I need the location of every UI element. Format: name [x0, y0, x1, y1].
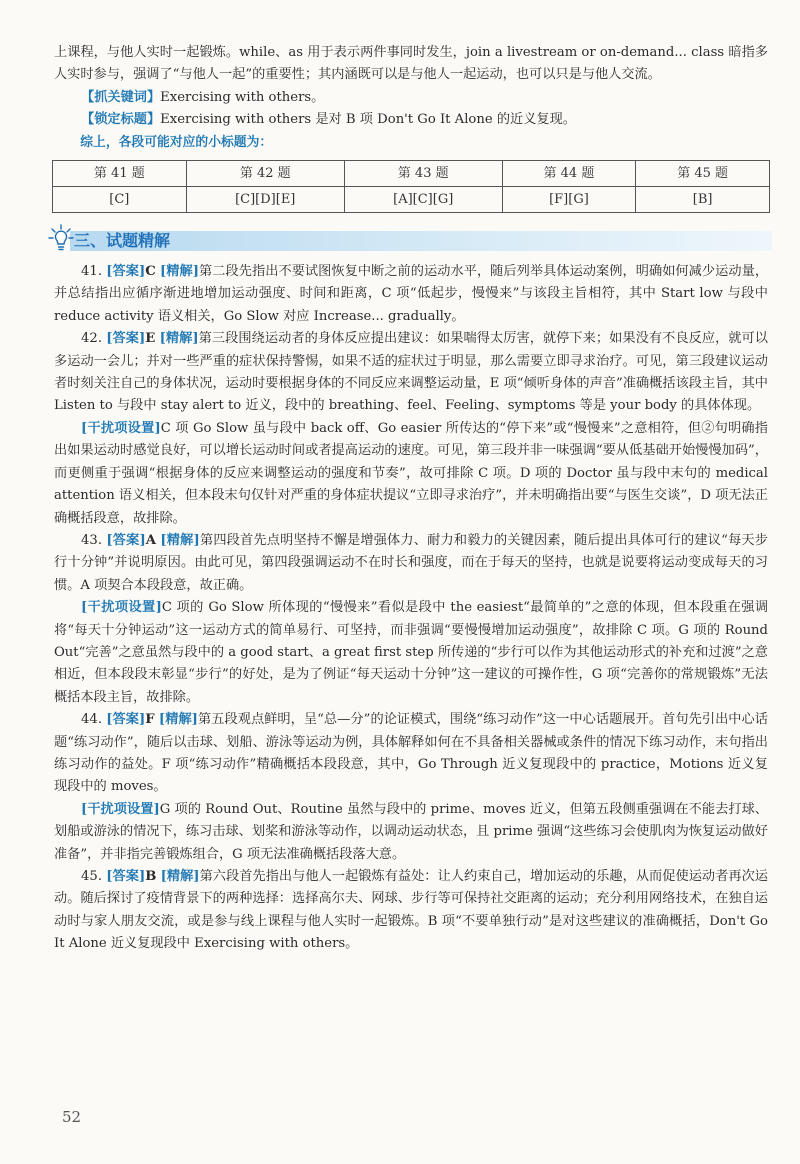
answer-value: C	[145, 264, 156, 280]
keyword-line	[54, 87, 768, 109]
answer-value: F	[145, 712, 155, 728]
distractor-42	[54, 418, 768, 530]
distractor-text: G 项的 Round Out、Routine 虽然与段中的 prime、moves 近义，但第五段侧重强调在不能去打球、划船或游泳的情况下，练习击球、划桨和游泳等动作，以调动运动状态，且 prime 强调“这些练习会使肌肉为恢复运动做好准备”，并非指完善锻炼组合，G 项无法准确概括段落大意。	[54, 801, 768, 862]
explanation-text: 第六段首先指出与他人一起锻炼有益处：让人约束自己，增加运动的乐趣，从而促使运动者再次运动。随后探讨了疫情背景下的两种选择：选择高尔夫、网球、步行等可保持社交距离的运动；充分利用网络技术，在独自运动时与家人朋友交流，或是参与线上课程与他人实时一起锻炼。B 项“不要单独行动”是对这些建议的准确概括，Don't Go It Alone 近义复现段中 Exercising with others。	[54, 869, 768, 952]
section-band	[70, 231, 772, 251]
table-cell: [C]	[53, 187, 187, 213]
distractor-label: [干扰项设置]	[81, 801, 160, 817]
table-cell: [A][C][G]	[344, 187, 502, 213]
distractor-44	[54, 799, 768, 866]
table-cell: [B]	[636, 187, 770, 213]
section-header	[48, 223, 772, 255]
table-cell: [C][D][E]	[186, 187, 344, 213]
intro-paragraph: 上课程，与他人实时一起锻炼。while、as 用于表示两件事同时发生，join a livestream or on-demand... class 暗指多人实时参与，强调了“与他人一起”的重要性；其内涵既可以是与他人一起运动，也可以只是与他人交流。	[54, 45, 768, 83]
table-header-row	[53, 161, 770, 187]
title-text: Exercising with others 是对 B 项 Don't Go It Alone 的近义复现。	[160, 112, 576, 128]
summary-line: 综上，各段可能对应的小标题为：	[80, 134, 273, 150]
explanation-label: [精解]	[159, 331, 199, 347]
explanation-text: 第五段观点鲜明，呈“总—分”的论证模式，围绕“练习动作”这一中心话题展开。首句先引出中心话题“练习动作”，随后以击球、划船、游泳等运动为例，具体解释如何在不具备相关器械或条件的情况下练习动作，末句指出练习动作的益处。F 项“练习动作”精确概括本段段意，其中，Go Through 近义复现段中的 practice，Motions 近义复现段中的 moves。	[54, 712, 768, 795]
answer-value: A	[145, 532, 157, 548]
answer-label: [答案]	[106, 532, 146, 548]
distractor-text: C 项 Go Slow 虽与段中 back off、Go easier 所传达的“停下来”或“慢慢来”之意相符，但②句明确指出如果运动时感觉良好，可以增长运动时间或者提高运动的速度。可见，第三段并非一味强调“要从低基础开始慢慢加码”，而更侧重于强调“根据身体的反应来调整运动的强度和节奏”，故可排除 C 项。D 项的 Doctor 虽与段中末句的 medical attention 语义相关，但本段末句仅针对严重的身体症状提议“立即寻求治疗”，并未明确指出要“与医生交谈”，D 项无法正确概括段意，故排除。	[54, 420, 768, 526]
answer-label: [答案]	[106, 264, 146, 280]
title-line	[54, 109, 768, 131]
explanation-label: [精解]	[160, 869, 200, 884]
table-header-cell: 第 43 题	[344, 161, 502, 187]
question-43	[54, 530, 768, 597]
keyword-text: Exercising with others。	[160, 89, 325, 105]
question-number: 41.	[81, 264, 107, 280]
table-header-cell: 第 45 题	[636, 161, 770, 187]
explanation-text: 第三段围绕运动者的身体反应提出建议：如果喘得太厉害，就停下来；如果没有不良反应，就可以多运动一会儿；并对一些严重的症状保持警惕，如果不适的症状过于明显，那么需要立即寻求治疗。可见，第三段建议运动者时刻关注自己的身体状况，运动时要根据身体的不同反应来调整运动量，E 项“倾听身体的声音”准确概括该段主旨，其中 Listen to 与段中 stay alert to 近义，段中的 breathing、feel、Feeling、symptoms 等是 your body 的具体体现。	[54, 331, 768, 414]
question-45	[54, 866, 768, 956]
table-header-cell: 第 44 题	[502, 161, 636, 187]
page-number: 52	[62, 1108, 82, 1126]
table-cell: [F][G]	[502, 187, 636, 213]
answer-table	[52, 160, 770, 213]
distractor-43	[54, 597, 768, 709]
question-number: 44.	[81, 712, 107, 728]
answer-label: [答案]	[106, 712, 146, 728]
section-title: 三、试题精解	[74, 231, 171, 251]
table-header-cell: 第 41 题	[53, 161, 187, 187]
question-44	[54, 709, 768, 799]
answer-value: B	[145, 869, 157, 884]
distractor-label: [干扰项设置]	[81, 420, 161, 436]
title-label: 【锁定标题】	[81, 112, 161, 128]
question-number: 45.	[81, 869, 107, 884]
distractor-label: [干扰项设置]	[81, 600, 162, 616]
keyword-label: 【抓关键词】	[81, 89, 161, 105]
answer-label: [答案]	[106, 331, 146, 347]
explanation-text: 第二段先指出不要试图恢复中断之前的运动水平，随后列举具体运动案例，明确如何减少运动量，并总结指出应循序渐进地增加运动强度、时间和距离，C 项“低起步，慢慢来”与该段主旨相符，其中 Start low 与段中 reduce activity 语义相关，Go Slow 对应 Increase... gradually。	[54, 264, 769, 324]
question-41	[54, 261, 768, 328]
explanation-label: [精解]	[160, 532, 200, 548]
lightbulb-icon	[48, 223, 74, 255]
distractor-text: C 项的 Go Slow 所体现的“慢慢来”看似是段中 the easiest“最简单的”之意的体现，但本段重在强调将“每天十分钟运动”这一运动方式的简单易行、可坚持，而非强调“要慢慢增加运动强度”，故排除 C 项。G 项的 Round Out“完善”之意虽然与段中的 a good start、a great first step 所传递的“步行可以作为其他运动形式的补充和过渡”之意相近，但本段段末彰显“步行”的好处，是为了例证“每天运动十分钟”这一建议的可操作性，G 项“完善你的常规锻炼”无法概括本段主旨，故排除。	[54, 600, 769, 705]
question-number: 42.	[81, 331, 107, 347]
table-row	[53, 187, 770, 213]
answer-label: [答案]	[106, 869, 146, 884]
page-content	[54, 42, 768, 956]
explanation-label: [精解]	[158, 712, 198, 728]
explanation-text: 第四段首先点明坚持不懈是增强体力、耐力和毅力的关键因素，随后提出具体可行的建议“每天步行十分钟”并说明原因。由此可见，第四段强调运动不在时长和强度，而在于每天的坚持，也就是说要将运动变成每天的习惯。A 项契合本段段意，故正确。	[54, 532, 768, 593]
table-header-cell: 第 42 题	[186, 161, 344, 187]
answer-value: E	[145, 331, 156, 347]
question-number: 43.	[81, 532, 107, 548]
question-42	[54, 328, 768, 418]
explanation-label: [精解]	[160, 264, 200, 280]
